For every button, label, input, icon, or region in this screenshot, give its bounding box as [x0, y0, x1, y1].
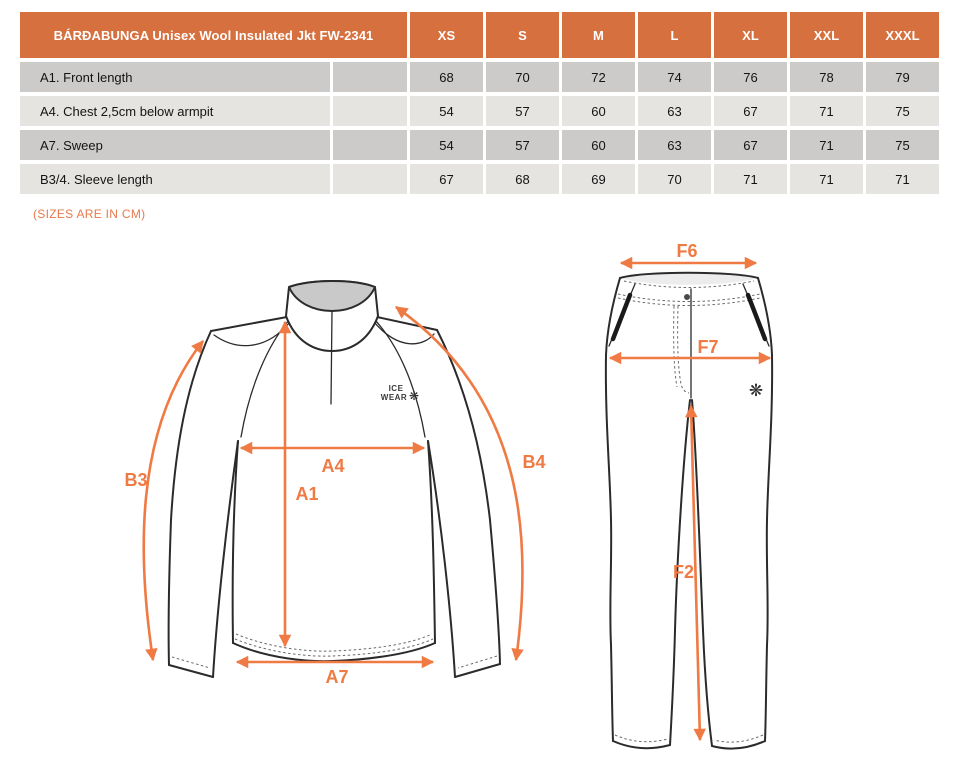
jacket-left-sleeve-inner — [213, 441, 238, 677]
row-label-sleeve-length: B3/4. Sleeve length — [20, 164, 330, 194]
pants-fly-stitch — [678, 306, 689, 393]
jacket-body-right — [428, 441, 435, 643]
value-cell: 69 — [562, 164, 635, 194]
jacket-hem — [233, 643, 435, 661]
spacer-cell — [333, 130, 407, 160]
value-cell: 76 — [714, 62, 787, 92]
pants-left-pocket-trim — [613, 295, 630, 339]
value-cell: 68 — [410, 62, 483, 92]
size-header-xl: XL — [714, 12, 787, 58]
value-cell: 63 — [638, 130, 711, 160]
value-cell: 63 — [638, 96, 711, 126]
pants-left-hem-stitch — [615, 735, 668, 742]
value-cell: 68 — [486, 164, 559, 194]
value-cell: 67 — [410, 164, 483, 194]
value-cell: 75 — [866, 96, 939, 126]
value-cell: 60 — [562, 96, 635, 126]
jacket-diagram — [100, 240, 580, 700]
logo-text-ice: ICE — [388, 384, 404, 393]
value-cell: 71 — [714, 164, 787, 194]
jacket-right-cuff — [455, 664, 500, 677]
pants-fly-stitch — [674, 306, 677, 387]
value-cell: 74 — [638, 62, 711, 92]
size-header-xxl: XXL — [790, 12, 863, 58]
value-cell: 71 — [790, 96, 863, 126]
a1-label: A1 — [295, 484, 319, 504]
value-cell: 57 — [486, 96, 559, 126]
jacket-right-shoulder — [377, 317, 437, 330]
value-cell: 67 — [714, 130, 787, 160]
logo-snowflake-icon: ❋ — [408, 389, 420, 403]
b4-label: B4 — [522, 452, 546, 472]
f2-label: F2 — [672, 562, 694, 582]
jacket-left-shoulder — [211, 317, 287, 331]
value-cell: 57 — [486, 130, 559, 160]
b3-label: B3 — [124, 470, 148, 490]
value-cell: 71 — [866, 164, 939, 194]
pants-right-outseam — [758, 278, 772, 741]
value-cell: 67 — [714, 96, 787, 126]
spacer-cell — [333, 96, 407, 126]
value-cell: 78 — [790, 62, 863, 92]
size-header-m: M — [562, 12, 635, 58]
value-cell: 71 — [790, 130, 863, 160]
value-cell: 70 — [486, 62, 559, 92]
value-cell: 60 — [562, 130, 635, 160]
pants-diagram — [580, 240, 967, 780]
logo-text-wear: WEAR — [380, 393, 408, 402]
b3-arrow — [144, 341, 203, 660]
value-cell: 54 — [410, 130, 483, 160]
pants-right-pocket-trim — [748, 295, 765, 339]
value-cell: 54 — [410, 96, 483, 126]
pants-snowflake-icon: ❋ — [748, 381, 764, 401]
value-cell: 72 — [562, 62, 635, 92]
size-header-xxxl: XXXL — [866, 12, 939, 58]
table-title: BÁRÐABUNGA Unisex Wool Insulated Jkt FW-2341 — [20, 12, 407, 58]
pants-left-outseam — [606, 278, 620, 741]
f6-label: F6 — [676, 241, 698, 261]
pants-right-hem-stitch — [714, 735, 763, 742]
b4-arrow — [396, 307, 523, 660]
a7-label: A7 — [325, 667, 349, 687]
value-cell: 71 — [790, 164, 863, 194]
jacket-right-saddle-seam — [374, 322, 434, 344]
jacket-left-sleeve-outer — [169, 331, 211, 665]
size-header-xs: XS — [410, 12, 483, 58]
a4-label: A4 — [321, 456, 345, 476]
pants-button — [684, 294, 690, 300]
jacket-left-raglan-seam — [241, 320, 289, 437]
size-header-s: S — [486, 12, 559, 58]
size-table — [20, 12, 939, 194]
f7-label: F7 — [697, 337, 719, 357]
row-label-sweep: A7. Sweep — [20, 130, 330, 160]
row-label-chest: A4. Chest 2,5cm below armpit — [20, 96, 330, 126]
jacket-right-raglan-seam — [375, 320, 425, 437]
spacer-cell — [333, 164, 407, 194]
size-header-l: L — [638, 12, 711, 58]
value-cell: 79 — [866, 62, 939, 92]
row-label-front-length: A1. Front length — [20, 62, 330, 92]
spacer-cell — [333, 62, 407, 92]
jacket-right-sleeve-inner — [428, 441, 455, 677]
pants-left-hem — [613, 741, 670, 748]
sizes-unit-note: (SIZES ARE IN CM) — [33, 207, 146, 221]
value-cell: 70 — [638, 164, 711, 194]
value-cell: 75 — [866, 130, 939, 160]
